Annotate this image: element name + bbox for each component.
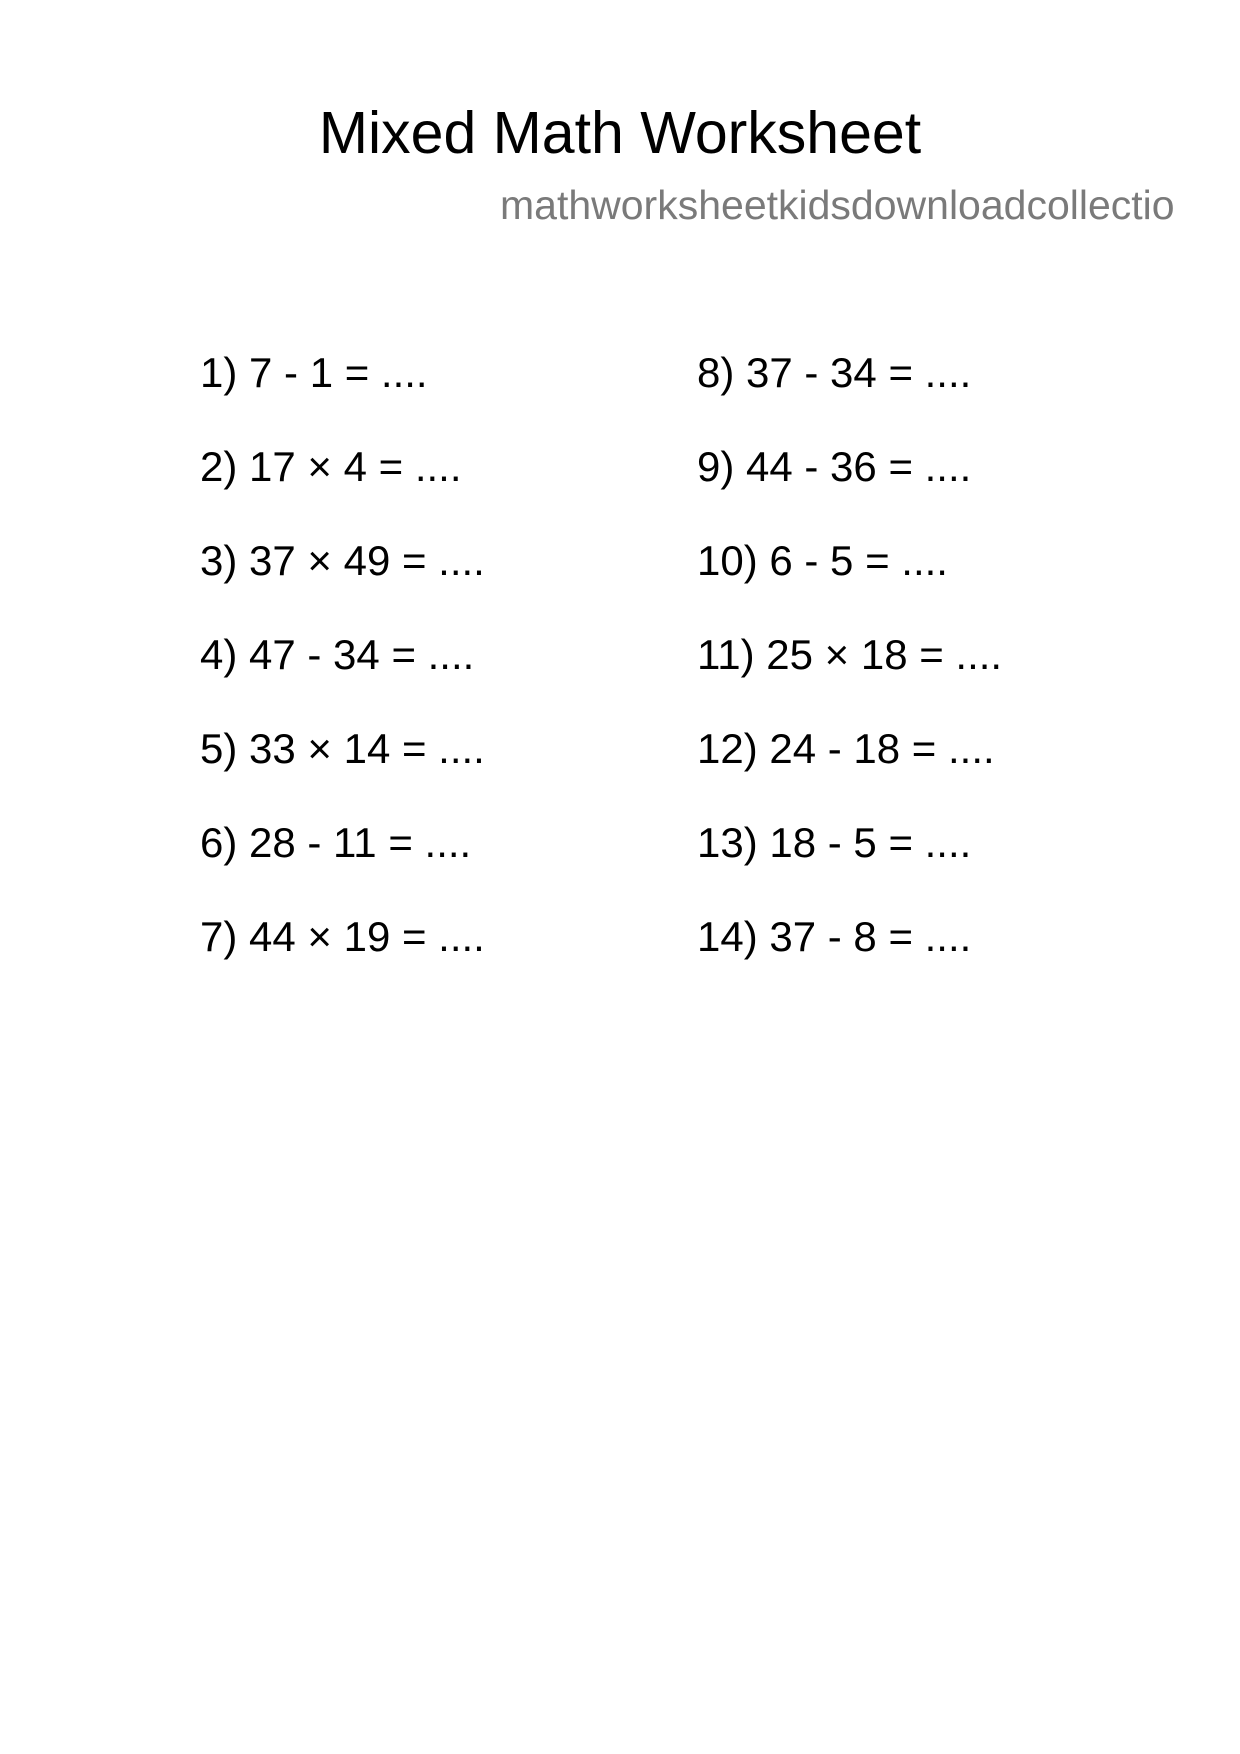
- problem-3: 3) 37 × 49 = ....: [200, 537, 485, 584]
- problem-12: 12) 24 - 18 = ....: [697, 725, 995, 772]
- problem-6: 6) 28 - 11 = ....: [200, 819, 472, 866]
- problem-2: 2) 17 × 4 = ....: [200, 443, 462, 490]
- problem-5: 5) 33 × 14 = ....: [200, 725, 485, 772]
- problem-4: 4) 47 - 34 = ....: [200, 631, 475, 678]
- problem-column-left: [200, 346, 485, 1004]
- problem-11: 11) 25 × 18 = ....: [697, 631, 1003, 678]
- problem-1: 1) 7 - 1 = ....: [200, 349, 428, 396]
- worksheet-title: Mixed Math Worksheet: [318, 100, 922, 166]
- problem-14: 14) 37 - 8 = ....: [697, 913, 972, 960]
- watermark-text: mathworksheetkidsdownloadcollectio: [500, 182, 1175, 228]
- problem-column-right: [697, 346, 1002, 1004]
- problem-8: 8) 37 - 34 = ....: [697, 349, 972, 396]
- problem-10: 10) 6 - 5 = ....: [697, 537, 948, 584]
- problem-7: 7) 44 × 19 = ....: [200, 913, 485, 960]
- problem-9: 9) 44 - 36 = ....: [697, 443, 972, 490]
- problem-13: 13) 18 - 5 = ....: [697, 819, 972, 866]
